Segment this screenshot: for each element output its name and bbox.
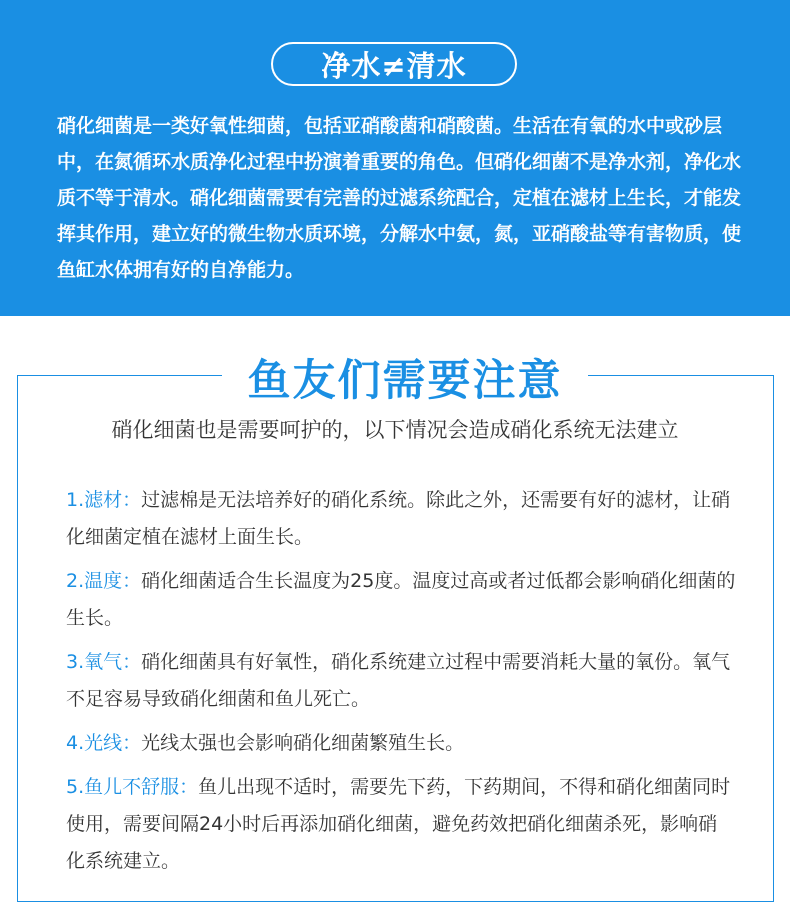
item-text: 硝化细菌具有好氧性，硝化系统建立过程中需要消耗大量的氧份。氧气不足容易导致硝化细菌和鱼儿死亡。 [66,651,731,710]
item-label: 2.温度： [66,570,142,592]
intro-paragraph: 硝化细菌是一类好氧性细菌，包括亚硝酸菌和硝酸菌。生活在有氧的水中或砂层中，在氮循环水质净化过程中扮演着重要的角色。但硝化细菌不是净水剂，净化水质不等于清水。硝化细菌需要有完善的过滤系统配合，定植在滤材上生长，才能发挥其作用，建立好的微生物水质环境，分解水中氨，氮，亚硝酸盐等有害物质，使鱼缸水体拥有好的自净能力。 [57,115,742,281]
list-item [66,482,736,556]
item-label: 1.滤材： [66,489,142,511]
list-item [66,769,736,880]
notice-subtitle: 硝化细菌也是需要呵护的，以下情况会造成硝化系统无法建立 [111,418,679,442]
item-text: 硝化细菌适合生长温度为25度。温度过高或者过低都会影响硝化细菌的生长。 [66,570,736,629]
banner-title: 净水≠清水 [271,42,517,86]
header-banner [0,0,790,316]
notice-title: 鱼友们需要注意 [222,344,588,410]
list-item [66,644,736,718]
item-text: 过滤棉是无法培养好的硝化系统。除此之外，还需要有好的滤材，让硝化细菌定植在滤材上面生长。 [66,489,731,548]
item-label: 4.光线： [66,732,142,754]
item-label: 3.氧气： [66,651,142,673]
list-item [66,563,736,637]
item-label: 5.鱼儿不舒服： [66,776,199,798]
notice-list [66,482,736,887]
item-text: 鱼儿出现不适时，需要先下药，下药期间，不得和硝化细菌同时使用，需要间隔24小时后再添加硝化细菌，避免药效把硝化细菌杀死，影响硝化系统建立。 [66,776,731,872]
list-item [66,725,736,762]
item-text: 光线太强也会影响硝化细菌繁殖生长。 [141,732,465,754]
